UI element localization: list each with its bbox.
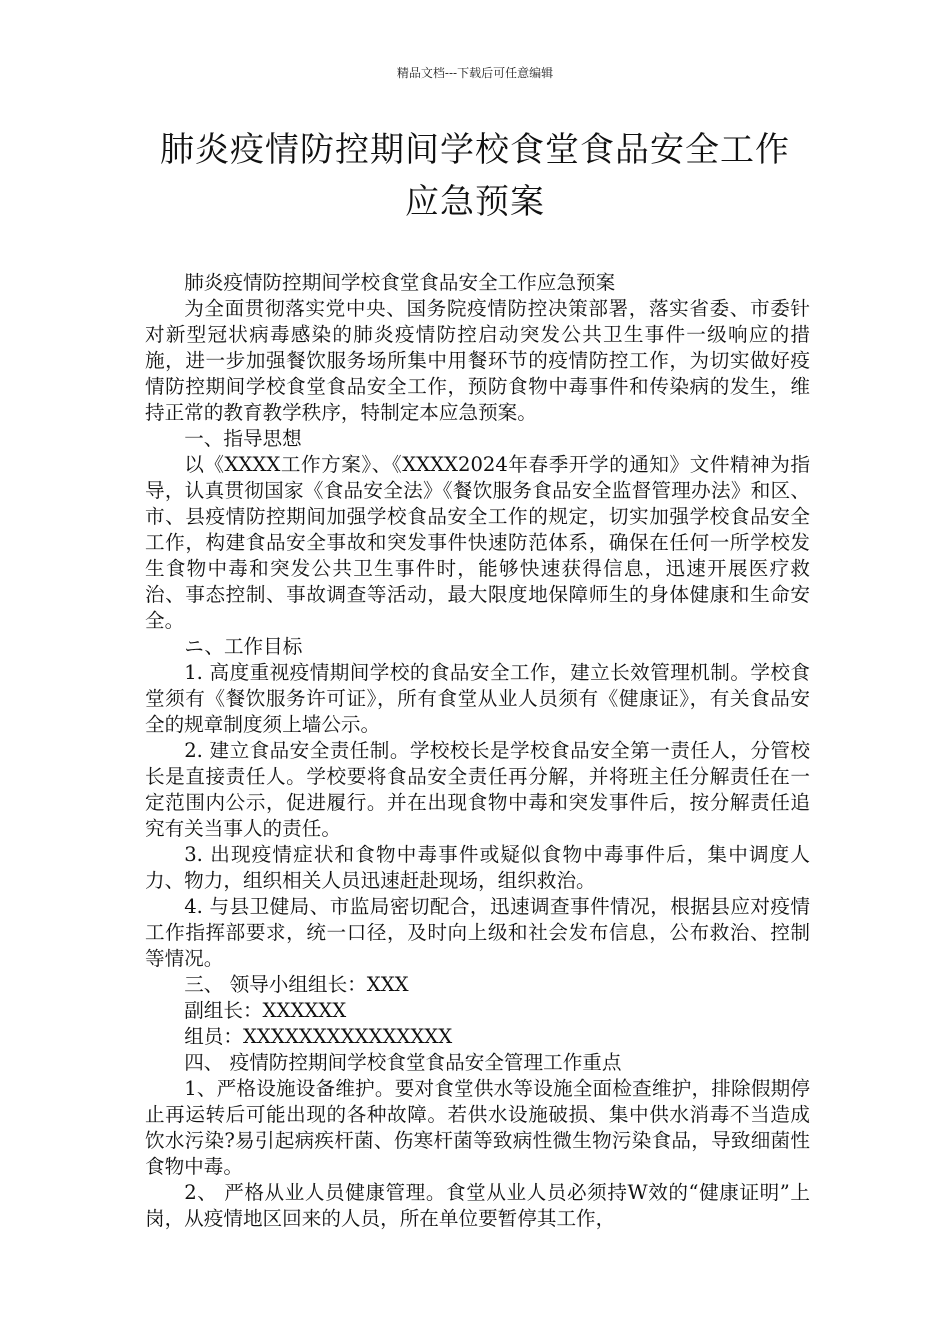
goal-item-2: 2. 建立食品安全责任制。学校校长是学校食品安全第一责任人，分管校长是直接责任人。学校要将食品安全责任再分解，并将班主任分解责任在一定范围内公示，促进履行。并在出现食物中毒和突发事件后，按分解责任追究有关当事人的责任。 [145,739,810,840]
document-body [145,270,810,1232]
key-point-1: 1、严格设施设备维护。要对食堂供水等设施全面检查维护，排除假期停止再运转后可能出现的各种故障。若供水设施破损、集中供水消毒不当造成饮水污染?易引起病疾杆菌、伤寒杆菌等致病性微生物污染食品，导致细菌性食物中毒。 [145,1077,810,1178]
section-heading-4: 四、 疫情防控期间学校食堂食品安全管理工作重点 [184,1051,622,1074]
document-title [120,124,830,228]
section-heading-1: 一、指导思想 [184,427,302,450]
members-line: 组员：XXXXXXXXXXXXXXX [184,1025,453,1048]
deputy-leader-line: 副组长：XXXXXX [184,999,347,1022]
guiding-paragraph: 以《XXXX工作方案》、《XXXX2024年春季开学的通知》文件精神为指导，认真贯彻国家《食品安全法》《餐饮服务食品安全监督管理办法》和区、市、县疫情防控期间加强学校食品安全工作的规定，切实加强学校食品安全工作，构建食品安全事故和突发事件快速防范体系，确保在任何一所学校发生食物中毒和突发公共卫生事件时，能够快速获得信息，迅速开展医疗救治、事态控制、事故调查等活动，最大限度地保障师生的身体健康和生命安全。 [145,453,810,632]
section-heading-3: 三、 领导小组组长：XXX [184,973,409,996]
page-header: 精品文档---下载后可任意编辑 [396,66,554,80]
section-heading-2: ニ、工作目标 [184,635,303,658]
intro-paragraph: 为全面贯彻落实党中央、国务院疫情防控决策部署，落实省委、市委针对新型冠状病毒感染的肺炎疫情防控启动突发公共卫生事件一级响应的措施，进一步加强餐饮服务场所集中用餐环节的疫情防控工作，为切实做好疫情防控期间学校食堂食品安全工作，预防食物中毒事件和传染病的发生，维持正常的教育教学秩序，特制定本应急预案。 [145,297,810,424]
goal-item-4: 4. 与县卫健局、市监局密切配合，迅速调查事件情况，根据县应对疫情工作指挥部要求，统一口径，及时向上级和社会发布信息，公布救治、控制等情况。 [145,895,810,970]
goal-item-3: 3. 出现疫情症状和食物中毒事件或疑似食物中毒事件后，集中调度人力、物力，组织相关人员迅速赶赴现场，组织救治。 [145,843,810,892]
key-point-2: 2、 严格从业人员健康管理。食堂从业人员必须持W效的“健康证明”上岗，从疫情地区回来的人员，所在单位要暂停其工作， [145,1181,810,1230]
subtitle-paragraph: 肺炎疫情防控期间学校食堂食品安全工作应急预案 [184,271,616,294]
title-line-2: 应急预案 [405,182,545,222]
goal-item-1: 1. 高度重视疫情期间学校的食品安全工作，建立长效管理机制。学校食堂须有《餐饮服务许可证》，所有食堂从业人员须有《健康证》，有关食品安全的规章制度须上墙公示。 [145,661,810,736]
title-line-1: 肺炎疫情防控期间学校食堂食品安全工作 [160,130,790,170]
